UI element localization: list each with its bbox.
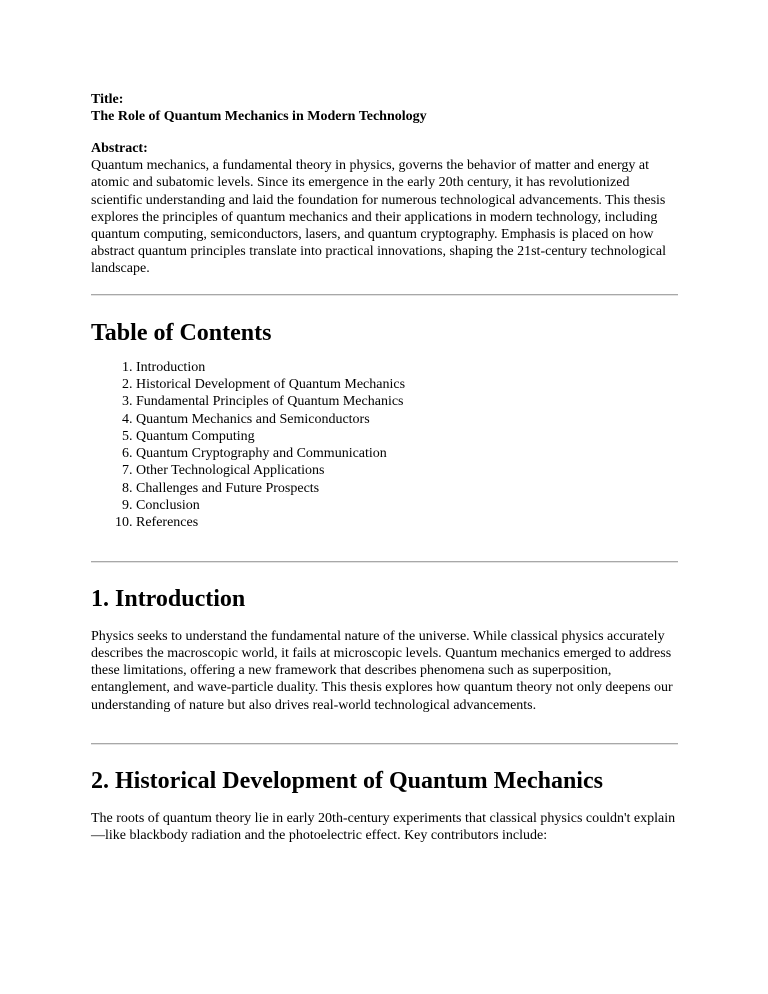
- toc-item: 4. Quantum Mechanics and Semiconductors: [136, 411, 678, 428]
- history-text: The roots of quantum theory lie in early 20th-century experiments that classical physics couldn't explain—like blackbody radiation and the photoelectric effect. Key contributors include:: [91, 811, 676, 844]
- toc-heading: Table of Contents: [91, 319, 272, 346]
- toc-item: 2. Historical Development of Quantum Mechanics: [136, 376, 678, 393]
- toc-list: [91, 359, 678, 532]
- divider: [91, 561, 678, 563]
- toc-item: 8. Challenges and Future Prospects: [136, 480, 678, 497]
- toc-item: 9. Conclusion: [136, 497, 678, 514]
- abstract-label: Abstract:: [91, 141, 148, 156]
- toc-item: 10. References: [136, 514, 678, 531]
- toc-item: 3. Fundamental Principles of Quantum Mechanics: [136, 393, 678, 410]
- abstract-text: Quantum mechanics, a fundamental theory in physics, governs the behavior of matter and energy at atomic and subatomic levels. Since its emergence in the early 20th century, it has revolutionized scientific understanding and laid the foundation for numerous technological advancements. This thesis explores the principles of quantum mechanics and their applications in modern technology, including quantum computing, semiconductors, lasers, and quantum cryptography. Emphasis is placed on how abstract quantum principles translate into practical innovations, shaping the 21st-century technological landscape.: [91, 158, 666, 277]
- document-title: The Role of Quantum Mechanics in Modern Technology: [91, 109, 427, 124]
- toc-item: 1. Introduction: [136, 359, 678, 376]
- title-block: [91, 91, 678, 125]
- abstract-block: [91, 140, 678, 278]
- toc-item: 5. Quantum Computing: [136, 428, 678, 445]
- section-heading-history: 2. Historical Development of Quantum Mechanics: [91, 768, 603, 795]
- section-heading-introduction: 1. Introduction: [91, 585, 246, 612]
- title-label: Title:: [91, 92, 124, 107]
- divider: [91, 743, 678, 745]
- introduction-text: Physics seeks to understand the fundamental nature of the universe. While classical physics accurately describes the macroscopic world, it fails at microscopic levels. Quantum mechanics emerged to address these limitations, offering a new framework that describes phenomena such as superposition, entanglement, and wave-particle duality. This thesis explores how quantum theory not only deepens our understanding of nature but also drives real-world technological advancements.: [91, 628, 673, 713]
- toc-item: 7. Other Technological Applications: [136, 462, 678, 479]
- toc-item: 6. Quantum Cryptography and Communication: [136, 445, 678, 462]
- divider: [91, 294, 678, 296]
